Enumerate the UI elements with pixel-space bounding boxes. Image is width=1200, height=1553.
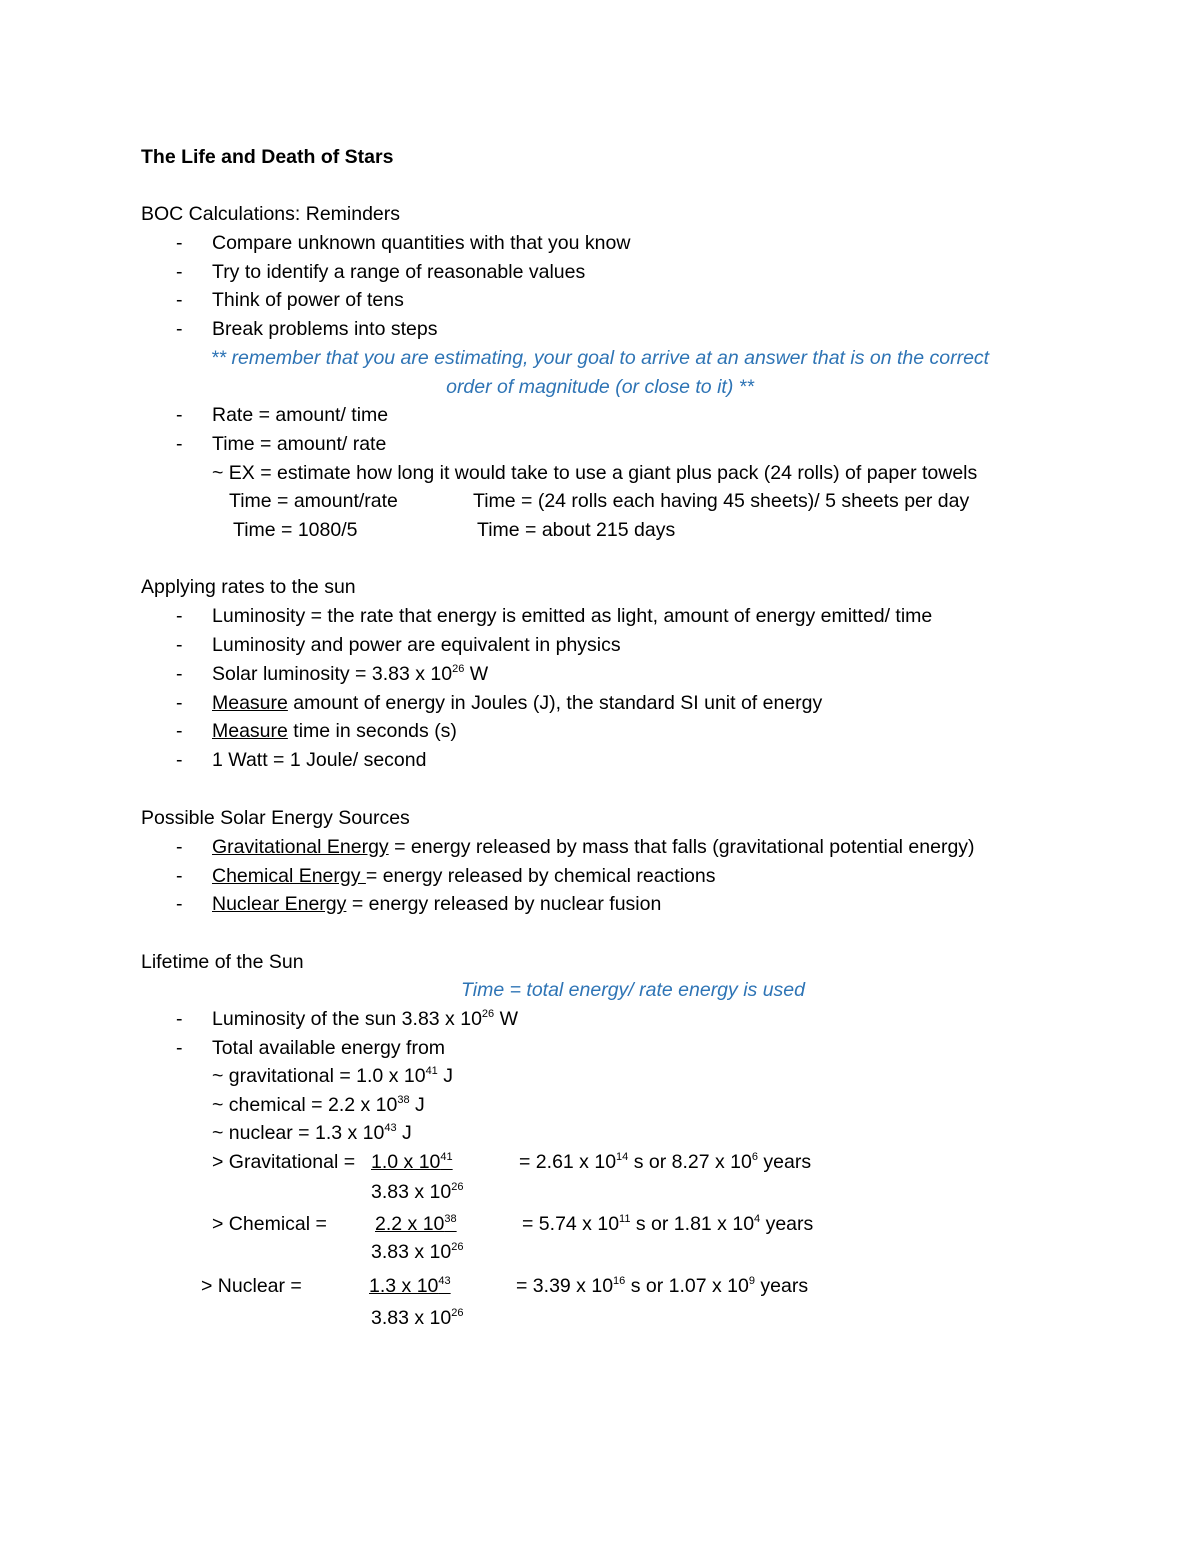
numerator-base: 1.0 x 10 (371, 1151, 441, 1173)
denominator-base: 3.83 x 10 (371, 1181, 452, 1203)
result-seconds-base: = 2.61 x 10 (519, 1151, 617, 1173)
result-seconds-exponent: 14 (616, 1151, 629, 1163)
watt-definition: 1 Watt = 1 Joule/ second (212, 749, 427, 771)
estimation-note-line2: order of magnitude (or close to it) ** (446, 376, 754, 398)
estimation-note-line1: ** remember that you are estimating, your goal to arrive at an answer that is on the correct (210, 347, 990, 369)
measure-energy-text: amount of energy in Joules (J), the standard SI unit of energy (287, 692, 823, 714)
list-item: Try to identify a range of reasonable values (212, 261, 586, 283)
luminosity-definition: Luminosity = the rate that energy is emitted as light, amount of energy emitted/ time (212, 605, 933, 627)
source-term: Gravitational Energy (212, 836, 389, 858)
denominator-base: 3.83 x 10 (371, 1241, 452, 1263)
total-energy-label: Total available energy from (212, 1037, 446, 1059)
bullet-dash: - (176, 318, 183, 340)
measure-energy (212, 691, 822, 715)
bullet-dash: - (176, 289, 183, 311)
source-term: Nuclear Energy (212, 893, 347, 915)
source-description: = energy released by nuclear fusion (346, 893, 662, 915)
sun-luminosity (212, 1007, 518, 1031)
denominator-exponent: 26 (451, 1241, 464, 1253)
bullet-dash: - (176, 692, 183, 714)
sources-heading: Possible Solar Energy Sources (141, 807, 410, 829)
bullet-dash: - (176, 232, 183, 254)
denominator-exponent: 26 (451, 1181, 464, 1193)
bullet-dash: - (176, 634, 183, 656)
bullet-dash: - (176, 865, 183, 887)
result-years-exponent: 9 (748, 1275, 755, 1287)
result-years-exponent: 6 (751, 1151, 758, 1163)
calc-nuclear-result (516, 1274, 808, 1298)
result-seconds-base: = 3.39 x 10 (516, 1275, 614, 1297)
result-years-exponent: 4 (754, 1213, 761, 1225)
example-step-left: Time = amount/rate (229, 490, 398, 512)
calc-chemical-label: > Chemical = (212, 1213, 327, 1235)
calc-chemical-denominator (371, 1240, 463, 1264)
gravitational-energy-base: ~ gravitational = 1.0 x 10 (212, 1065, 426, 1087)
measure-time (212, 719, 457, 743)
bullet-dash: - (176, 605, 183, 627)
example-line: ~ EX = estimate how long it would take to use a giant plus pack (24 rolls) of paper towels (212, 462, 978, 484)
solar-luminosity-base: Solar luminosity = 3.83 x 10 (212, 663, 453, 685)
lifetime-formula: Time = total energy/ rate energy is used (461, 979, 805, 1001)
nuclear-energy-unit: J (396, 1122, 412, 1144)
gravitational-energy-exponent: 41 (425, 1065, 438, 1077)
time-formula: Time = amount/ rate (212, 433, 387, 455)
bullet-dash: - (176, 749, 183, 771)
rate-formula: Rate = amount/ time (212, 404, 389, 426)
result-years-base: s or 8.27 x 10 (628, 1151, 752, 1173)
sun-luminosity-exponent: 26 (481, 1008, 495, 1020)
source-gravitational (212, 835, 975, 859)
measure-time-text: time in seconds (s) (287, 720, 457, 742)
result-years-unit: years (755, 1275, 809, 1297)
bullet-dash: - (176, 720, 183, 742)
source-description: = energy released by chemical reactions (365, 865, 716, 887)
nuclear-energy (212, 1121, 412, 1145)
source-description: = energy released by mass that falls (gravitational potential energy) (388, 836, 975, 858)
chemical-energy-unit: J (409, 1094, 425, 1116)
sun-luminosity-unit: W (494, 1008, 518, 1030)
sun-luminosity-base: Luminosity of the sun 3.83 x 10 (212, 1008, 482, 1030)
result-years-unit: years (758, 1151, 812, 1173)
nuclear-energy-exponent: 43 (384, 1122, 397, 1134)
luminosity-power-note: Luminosity and power are equivalent in physics (212, 634, 621, 656)
list-item: Compare unknown quantities with that you know (212, 232, 631, 254)
source-term: Chemical Energy (212, 865, 366, 887)
gravitational-energy (212, 1064, 453, 1088)
calc-chemical-numerator (375, 1212, 457, 1236)
bullet-dash: - (176, 836, 183, 858)
numerator-base: 1.3 x 10 (369, 1275, 439, 1297)
chemical-energy-exponent: 38 (397, 1094, 410, 1106)
source-nuclear (212, 892, 661, 916)
chemical-energy (212, 1093, 425, 1117)
numerator-exponent: 41 (440, 1151, 453, 1163)
example-step-right: Time = (24 rolls each having 45 sheets)/ 5 sheets per day (473, 490, 970, 512)
calc-gravitational-numerator (371, 1150, 453, 1174)
result-seconds-exponent: 16 (613, 1275, 626, 1287)
denominator-base: 3.83 x 10 (371, 1307, 452, 1329)
bullet-dash: - (176, 663, 183, 685)
nuclear-energy-base: ~ nuclear = 1.3 x 10 (212, 1122, 385, 1144)
numerator-base: 2.2 x 10 (375, 1213, 445, 1235)
bullet-dash: - (176, 404, 183, 426)
chemical-energy-base: ~ chemical = 2.2 x 10 (212, 1094, 398, 1116)
measure-term: Measure (212, 720, 288, 742)
bullet-dash: - (176, 261, 183, 283)
bullet-dash: - (176, 1037, 183, 1059)
numerator-exponent: 43 (438, 1275, 451, 1287)
result-years-unit: years (760, 1213, 814, 1235)
result-seconds-base: = 5.74 x 10 (522, 1213, 620, 1235)
calc-chemical-result (522, 1212, 813, 1236)
measure-term: Measure (212, 692, 288, 714)
calc-nuclear-denominator (371, 1306, 463, 1330)
list-item: Break problems into steps (212, 318, 438, 340)
result-years-base: s or 1.07 x 10 (625, 1275, 749, 1297)
bullet-dash: - (176, 893, 183, 915)
list-item: Think of power of tens (212, 289, 404, 311)
page-title: The Life and Death of Stars (141, 146, 394, 168)
source-chemical (212, 864, 715, 888)
result-seconds-exponent: 11 (619, 1213, 631, 1225)
calc-nuclear-label: > Nuclear = (201, 1275, 302, 1297)
calc-nuclear-numerator (369, 1274, 451, 1298)
numerator-exponent: 38 (444, 1213, 457, 1225)
example-result-right: Time = about 215 days (477, 519, 676, 541)
calc-gravitational-label: > Gravitational = (212, 1151, 361, 1173)
boc-heading: BOC Calculations: Reminders (141, 203, 401, 225)
calc-gravitational-denominator (371, 1180, 463, 1204)
solar-luminosity (212, 662, 488, 686)
solar-luminosity-unit: W (464, 663, 489, 685)
result-years-base: s or 1.81 x 10 (630, 1213, 755, 1235)
calc-gravitational-result (519, 1150, 811, 1174)
solar-luminosity-exponent: 26 (452, 663, 465, 675)
denominator-exponent: 26 (451, 1307, 464, 1319)
example-result-left: Time = 1080/5 (233, 519, 358, 541)
sun-rates-heading: Applying rates to the sun (141, 576, 356, 598)
lifetime-heading: Lifetime of the Sun (141, 951, 304, 973)
gravitational-energy-unit: J (437, 1065, 453, 1087)
bullet-dash: - (176, 1008, 183, 1030)
bullet-dash: - (176, 433, 183, 455)
